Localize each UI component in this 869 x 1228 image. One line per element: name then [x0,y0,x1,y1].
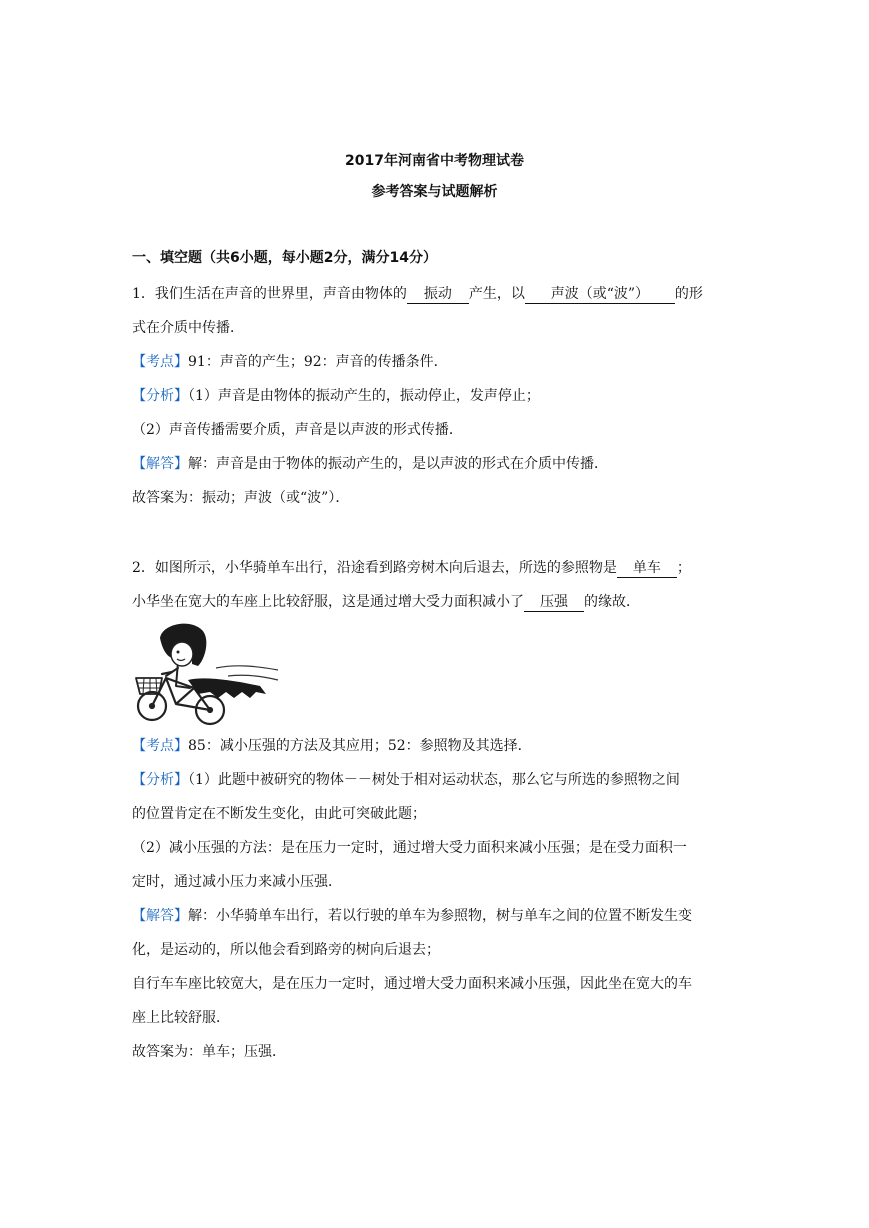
q1-fenxi-line2: （2）声音传播需要介质，声音是以声波的形式传播． [132,422,463,438]
q2-text-d: 的缘故． [584,594,640,610]
q1-answer-blank-2: 声波（或“波”） [525,285,675,304]
page-title: 2017年河南省中考物理试卷 [345,153,524,169]
q2-jieda-line2: 化，是运动的，所以他会看到路旁的树向后退去； [132,942,440,958]
q1-text-b: 产生，以 [468,286,525,302]
kaodian-tag: 【考点】 [132,738,188,754]
q2-jieda-line4: 座上比较舒服． [132,1010,230,1026]
page-subtitle: 参考答案与试题解析 [371,184,498,200]
kaodian-tag: 【考点】 [132,354,188,370]
q2-stem-line1 [132,558,691,578]
q2-jieda-text-1: 解：小华骑单车出行，若以行驶的单车为参照物，树与单车之间的位置不断发生变 [188,908,692,924]
q2-text-b: ； [676,560,691,576]
q1-fenxi-text-1: （1）声音是由物体的振动产生的，振动停止，发声停止； [188,388,540,404]
q2-fenxi [132,770,680,790]
q2-kaodian [132,736,532,756]
q1-answer: 故答案为：振动；声波（或“波”）． [132,490,350,506]
q1-stem-line1 [132,284,703,304]
q2-kaodian-text: 85：减小压强的方法及其应用；52：参照物及其选择． [188,738,532,754]
q2-stem-line2 [132,592,640,612]
q2-jieda [132,906,692,926]
fenxi-tag: 【分析】 [132,388,188,404]
q1-jieda-text: 解：声音是由于物体的振动产生的，是以声波的形式在介质中传播． [188,456,608,472]
q1-text-c: 的形 [674,286,703,302]
q1-fenxi [132,386,540,406]
jieda-tag: 【解答】 [132,456,188,472]
q1-jieda [132,454,608,474]
jieda-tag: 【解答】 [132,908,188,924]
q1-stem-line2: 式在介质中传播． [132,320,244,336]
q1-answer-blank-1: 振动 [407,285,469,304]
q2-fenxi-line3: （2）减小压强的方法：是在压力一定时，通过增大受力面积来减小压强；是在受力面积一 [132,840,687,856]
q1-kaodian-text: 91：声音的产生；92：声音的传播条件． [188,354,448,370]
section-heading: 一、填空题（共6小题，每小题2分，满分14分） [132,250,437,266]
q2-jieda-line3: 自行车车座比较宽大，是在压力一定时，通过增大受力面积来减小压强，因此坐在宽大的车 [132,976,692,992]
q1-kaodian [132,352,448,372]
fenxi-tag: 【分析】 [132,772,188,788]
q1-text-a: 1．我们生活在声音的世界里，声音由物体的 [132,286,407,302]
q2-fenxi-line4: 定时，通过减小压力来减小压强． [132,874,342,890]
q2-answer: 故答案为：单车；压强． [132,1044,286,1060]
q2-text-c: 小华坐在宽大的车座上比较舒服，这是通过增大受力面积减小了 [132,594,524,610]
q2-answer-blank-1: 单车 [617,559,677,578]
q2-fenxi-text-1: （1）此题中被研究的物体－－树处于相对运动状态，那么它与所选的参照物之间 [188,772,680,788]
q2-answer-blank-2: 压强 [524,593,584,612]
q2-fenxi-line2: 的位置肯定在不断发生变化，由此可突破此题； [132,806,426,822]
q2-text-a: 2．如图所示，小华骑单车出行，沿途看到路旁树木向后退去，所选的参照物是 [132,560,617,576]
girl-riding-bicycle-illustration [132,618,282,726]
